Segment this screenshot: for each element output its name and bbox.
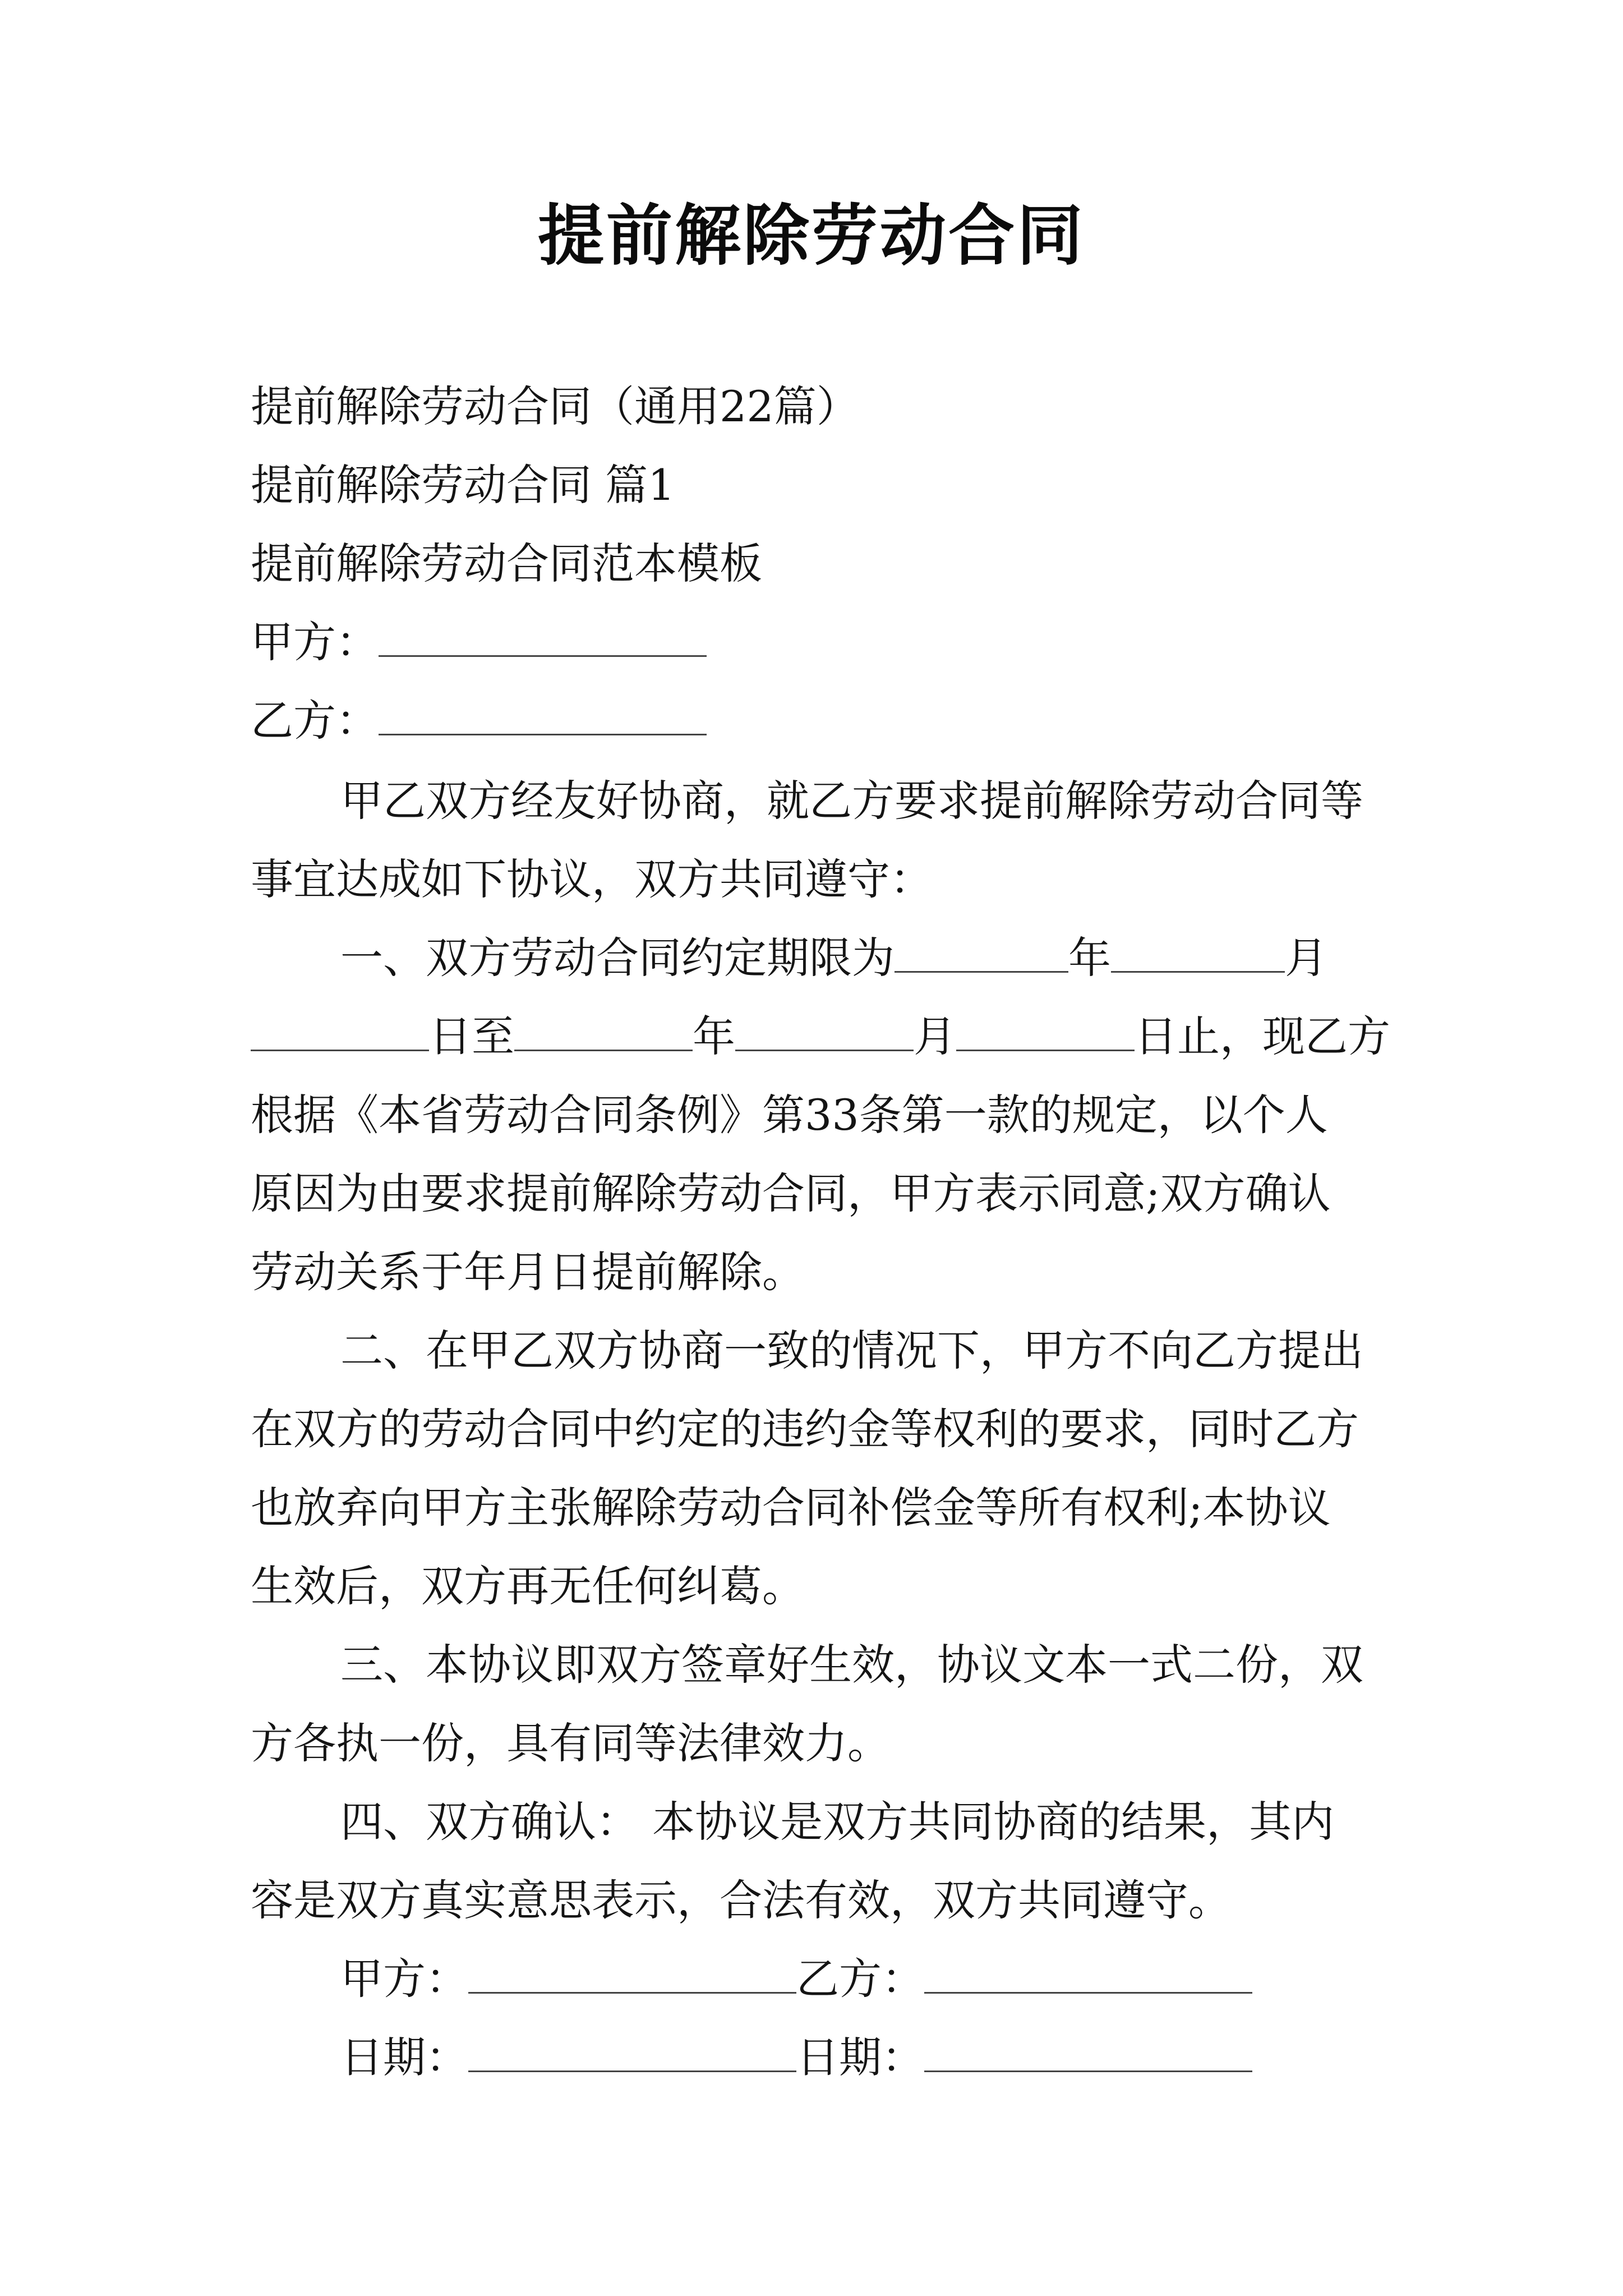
signature-party-b-blank[interactable] xyxy=(924,1954,1252,1994)
heading-line-collection: 提前解除劳动合同（通用22篇） xyxy=(251,381,859,431)
clause-2-line-3: 也放弃向甲方主张解除劳动合同补偿金等所有权利;本协议 xyxy=(251,1483,1331,1533)
clause-2-line-1: 二、在甲乙双方协商一致的情况下，甲方不向乙方提出 xyxy=(340,1326,1363,1375)
heading-line-template: 提前解除劳动合同范本模板 xyxy=(251,539,762,588)
clause-2-line-4: 生效后，双方再无任何纠葛。 xyxy=(251,1561,805,1611)
clause-1-start-year-blank[interactable] xyxy=(895,933,1068,973)
clause-4-line-2: 容是双方真实意思表示，合法有效，双方共同遵守。 xyxy=(251,1875,1231,1925)
signature-party-b-label: 乙方： xyxy=(796,1954,924,2004)
signature-party-row xyxy=(340,1940,1469,2018)
clause-1-line-4: 原因为由要求提前解除劳动合同，甲方表示同意;双方确认 xyxy=(251,1168,1331,1218)
clause-1-month-label: 月 xyxy=(1285,933,1327,983)
clause-1-year-label: 年 xyxy=(1068,933,1111,983)
clause-1-line-5: 劳动关系于年月日提前解除。 xyxy=(251,1247,805,1297)
clause-1-end-month-blank[interactable] xyxy=(735,1011,914,1051)
party-a-label: 甲方： xyxy=(251,617,379,667)
party-b-field xyxy=(251,682,1379,760)
party-b-blank[interactable] xyxy=(379,696,707,735)
signature-party-a-label: 甲方： xyxy=(340,1954,468,2004)
clause-1-line-2 xyxy=(251,997,1390,1076)
heading-line-article: 提前解除劳动合同 篇1 xyxy=(251,460,675,510)
clause-4-line-1: 四、双方确认： 本协议是双方共同协商的结果，其内 xyxy=(340,1797,1335,1847)
clause-1-end-month-label: 月 xyxy=(914,1011,956,1061)
clause-1-prefix: 一、双方劳动合同约定期限为 xyxy=(340,933,895,983)
clause-3-line-2: 方各执一份，具有同等法律效力。 xyxy=(251,1718,890,1768)
signature-date-b-blank[interactable] xyxy=(924,2032,1252,2072)
clause-2-line-2: 在双方的劳动合同中约定的违约金等权利的要求，同时乙方 xyxy=(251,1404,1359,1454)
party-b-label: 乙方： xyxy=(251,696,379,746)
signature-date-a-label: 日期： xyxy=(340,2032,468,2082)
clause-1-start-month-blank[interactable] xyxy=(1111,933,1285,973)
signature-date-a-blank[interactable] xyxy=(468,2032,796,2072)
signature-date-b-label: 日期： xyxy=(796,2032,924,2082)
clause-3-line-1: 三、本协议即双方签章好生效，协议文本一式二份，双 xyxy=(340,1640,1363,1690)
party-a-blank[interactable] xyxy=(379,617,707,657)
party-a-field xyxy=(251,603,1379,682)
clause-1-line-3: 根据《本省劳动合同条例》第33条第一款的规定，以个人 xyxy=(251,1090,1328,1140)
clause-1-start-day-blank[interactable] xyxy=(251,1011,429,1051)
signature-party-a-blank[interactable] xyxy=(468,1954,796,1994)
clause-1-line-1 xyxy=(340,919,1379,997)
intro-line-1: 甲乙双方经友好协商，就乙方要求提前解除劳动合同等 xyxy=(340,776,1363,826)
clause-1-end-year-label: 年 xyxy=(693,1011,735,1061)
document-title: 提前解除劳动合同 xyxy=(537,196,1085,274)
clause-1-end-day-blank[interactable] xyxy=(956,1011,1135,1051)
intro-line-2: 事宜达成如下协议，双方共同遵守： xyxy=(251,854,933,904)
clause-1-end-year-blank[interactable] xyxy=(514,1011,693,1051)
signature-date-row xyxy=(340,2018,1469,2097)
clause-1-day-to-label: 日至 xyxy=(429,1011,514,1061)
clause-1-day-end-label: 日止，现乙方 xyxy=(1135,1011,1390,1061)
